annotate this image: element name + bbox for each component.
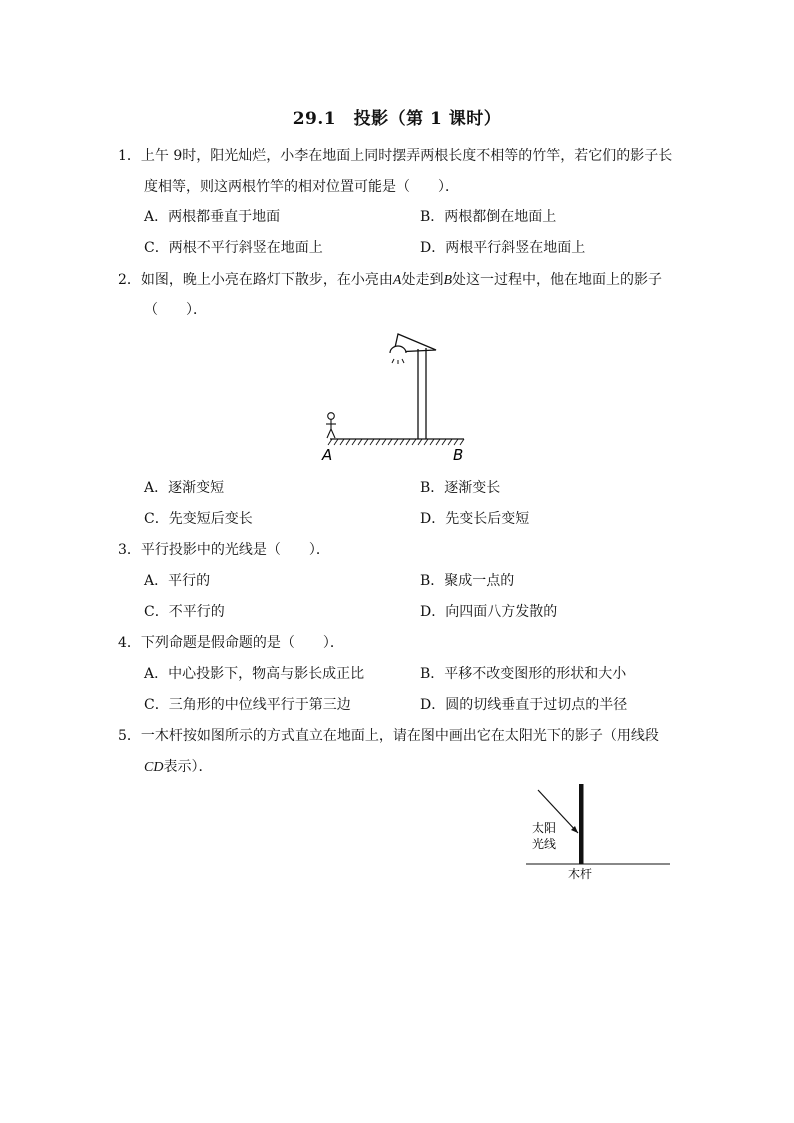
point-b-label: B <box>443 273 453 288</box>
question-4-stem: 4．下列命题是假命题的是（ ）． <box>118 635 344 651</box>
question-number: 3． <box>118 542 141 558</box>
question-1-stem-line2: 度相等，则这两根竹竿的相对位置可能是（ ）． <box>144 179 459 195</box>
question-3-option-b[interactable]: B．聚成一点的 <box>420 573 515 589</box>
question-5-stem-line2: CD表示）． <box>144 759 213 775</box>
streetlight-figure <box>310 328 480 468</box>
question-4-option-c[interactable]: C．三角形的中位线平行于第三边 <box>144 697 351 713</box>
question-3-option-c[interactable]: C．不平行的 <box>144 604 225 620</box>
question-3-stem: 3．平行投影中的光线是（ ）． <box>118 542 330 558</box>
question-2-stem-line2: （ ）． <box>144 302 207 318</box>
question-2-stem-line1: 2．如图，晚上小亮在路灯下散步，在小亮由A处走到B处这一过程中，他在地面上的影子 <box>118 272 663 288</box>
question-3-option-a[interactable]: A．平行的 <box>144 573 211 589</box>
question-number: 1． <box>118 148 141 164</box>
page-title: 29.1 投影（第 1 课时） <box>292 109 502 129</box>
question-1-option-d[interactable]: D．两根平行斜竖在地面上 <box>420 240 586 256</box>
question-4-option-d[interactable]: D．圆的切线垂直于过切点的半径 <box>420 697 628 713</box>
question-1-option-c[interactable]: C．两根不平行斜竖在地面上 <box>144 240 323 256</box>
question-2-option-d[interactable]: D．先变长后变短 <box>420 511 530 527</box>
question-number: 5． <box>118 728 141 744</box>
sun-label-line2: 光线 <box>532 837 557 851</box>
figure-label-a: A <box>322 446 333 464</box>
question-2-option-a[interactable]: A．逐渐变短 <box>144 480 225 496</box>
question-2-option-c[interactable]: C．先变短后变长 <box>144 511 253 527</box>
question-1-option-b[interactable]: B．两根都倒在地面上 <box>420 209 557 225</box>
segment-cd-label: CD <box>144 760 164 775</box>
sun-label-line1: 太阳 <box>532 821 557 835</box>
figure-label-b: B <box>453 446 464 464</box>
point-a-label: A <box>392 273 402 288</box>
pole-label: 木杆 <box>568 867 593 881</box>
question-4-option-b[interactable]: B．平移不改变图形的形状和大小 <box>420 666 627 682</box>
question-1-stem-line1: 1．上午 9时，阳光灿烂，小李在地面上同时摆弄两根长度不相等的竹竿，若它们的影子长 <box>118 148 673 164</box>
question-number: 4． <box>118 635 141 651</box>
question-1-option-a[interactable]: A．两根都垂直于地面 <box>144 209 281 225</box>
question-number: 2． <box>118 272 141 288</box>
person-figure <box>326 413 336 438</box>
sunlight-pole-figure <box>520 780 675 885</box>
wooden-pole <box>579 784 584 864</box>
question-4-option-a[interactable]: A．中心投影下，物高与影长成正比 <box>144 666 365 682</box>
question-3-option-d[interactable]: D．向四面八方发散的 <box>420 604 558 620</box>
question-2-option-b[interactable]: B．逐渐变长 <box>420 480 501 496</box>
question-5-stem-line1: 5．一木杆按如图所示的方式直立在地面上，请在图中画出它在太阳光下的影子（用线段 <box>118 728 659 744</box>
